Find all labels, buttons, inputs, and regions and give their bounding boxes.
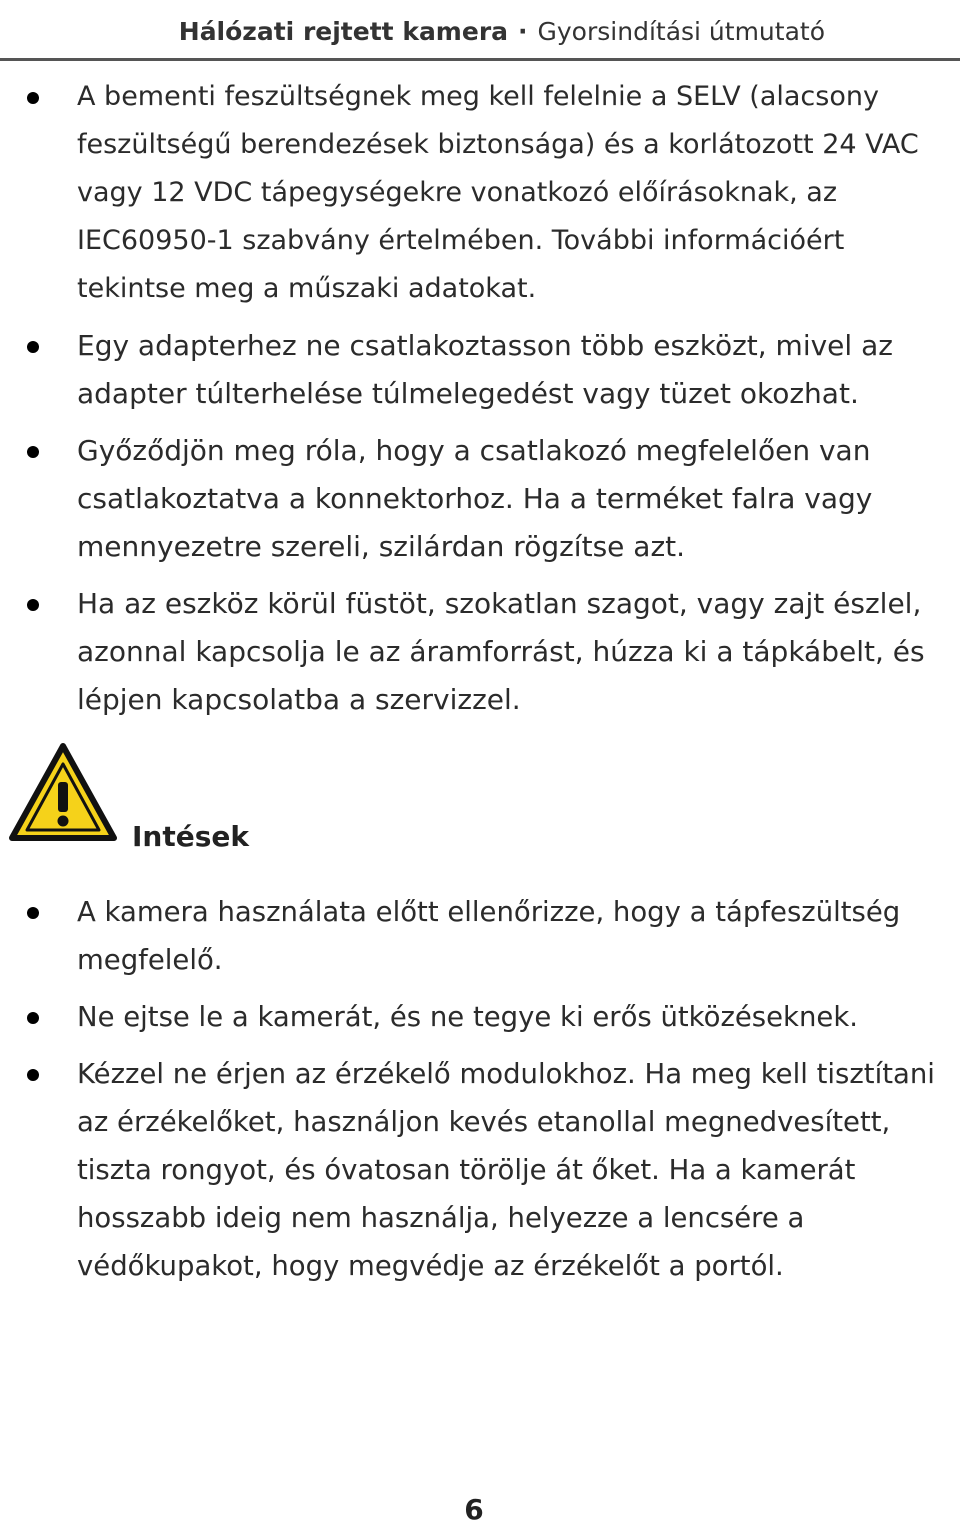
- list-item: [0, 888, 960, 984]
- bullet-icon: [27, 341, 39, 353]
- list-item: [0, 427, 960, 571]
- bullet-icon: [27, 446, 39, 458]
- header-guide-name: Gyorsindítási útmutató: [537, 17, 825, 46]
- section-title-hints: Intések: [132, 820, 250, 853]
- bullet-text: Ha az eszköz körül füstöt, szokatlan szagot, vagy zajt észlel, azonnal kapcsolja le az áramforrást, húzza ki a tápkábelt, és lépjen kapcsolatba a szervizzel.: [77, 587, 925, 716]
- bullet-text: Ne ejtse le a kamerát, és ne tegye ki erős ütközéseknek.: [77, 1001, 858, 1033]
- bullet-icon: [27, 907, 39, 919]
- bullet-text: Kézzel ne érjen az érzékelő modulokhoz. Ha meg kell tisztítani az érzékelőket, használjon kevés etanollal megnedvesített, tiszta rongyot, és óvatosan törölje át őket. Ha a kamerát hosszabb ideig nem használja, helyezze a lencsére a védőkupakot, hogy megvédje az érzékelőt a portól.: [77, 1058, 935, 1282]
- bullet-icon: [27, 1012, 39, 1024]
- page-number: 6: [464, 1493, 484, 1526]
- bullet-icon: [27, 92, 39, 104]
- bullet-icon: [27, 599, 39, 611]
- header-title: [179, 15, 825, 49]
- header-product-name: Hálózati rejtett kamera: [178, 17, 509, 46]
- hints-bullet-list: [0, 888, 960, 1299]
- safety-bullet-list: [0, 73, 960, 733]
- list-item: [0, 1050, 960, 1290]
- bullet-text: Egy adapterhez ne csatlakoztasson több eszközt, mivel az adapter túlterhelése túlmelegedést vagy tüzet okozhat.: [77, 329, 893, 410]
- bullet-text: A kamera használata előtt ellenőrizze, hogy a tápfeszültség megfelelő.: [77, 896, 901, 976]
- list-item: [0, 580, 960, 724]
- list-item: [0, 73, 960, 313]
- bullet-text: Győződjön meg róla, hogy a csatlakozó megfelelően van csatlakoztatva a konnektorhoz. Ha a terméket falra vagy mennyezetre szereli, szilárdan rögzítse azt.: [77, 434, 873, 563]
- bullet-text: A bementi feszültségnek meg kell felelnie a SELV (alacsony feszültségű berendezések biztonsága) és a korlátozott 24 VAC vagy 12 VDC tápegységekre vonatkozó előírásoknak, az IEC60950-1 szabvány értelmében. További információért tekintse meg a műszaki adatokat.: [77, 81, 919, 304]
- warning-triangle-icon: [8, 742, 118, 842]
- page-header: [0, 0, 960, 60]
- header-separator: ·: [518, 17, 528, 46]
- list-item: [0, 322, 960, 418]
- list-item: [0, 993, 960, 1041]
- bullet-icon: [27, 1069, 39, 1081]
- header-divider: [0, 58, 960, 61]
